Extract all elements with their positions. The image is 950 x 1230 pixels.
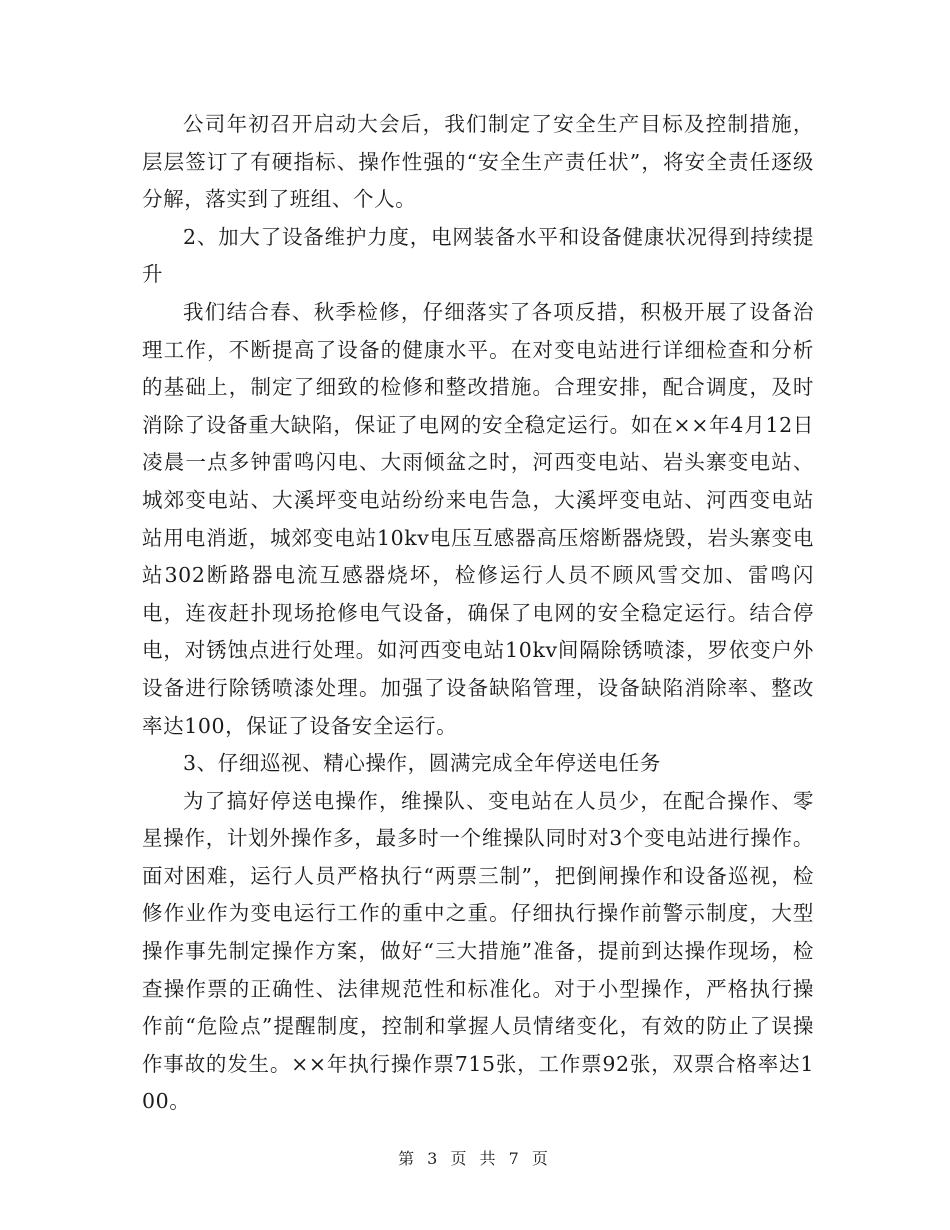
paragraph-switching-operations: 为了搞好停送电操作，维操队、变电站在人员少，在配合操作、零星操作，计划外操作多，最多时一个维操队同时对3个变电站进行操作。面对困难，运行人员严格执行“两票三制”，把倒闸操作和设备巡视，检修作业作为变电运行工作的重中之重。仔细执行操作前警示制度，大型操作事先制定操作方案，做好“三大措施”准备，提前到达操作现场，检查操作票的正确性、法律规范性和标准化。对于小型操作，严格执行操作前“危险点”提醒制度，控制和掌握人员情绪变化，有效的防止了误操作事故的发生。××年执行操作票715张，工作票92张，双票合格率达100。: [142, 788, 814, 1114]
paragraph-equipment-maintenance: 我们结合春、秋季检修，仔细落实了各项反措，积极开展了设备治理工作，不断提高了设备的健康水平。在对变电站进行详细检查和分析的基础上，制定了细致的检修和整改措施。合理安排，配合调度，及时消除了设备重大缺陷，保证了电网的安全稳定运行。如在××年4月12日凌晨一点多钟雷鸣闪电、大雨倾盆之时，河西变电站、岩头寨变电站、城郊变电站、大溪坪变电站纷纷来电告急，大溪坪变电站、河西变电站站用电消逝，城郊变电站10kv电压互感器高压熔断器烧毁，岩头寨变电站302断路器电流互感器烧坏，检修运行人员不顾风雪交加、雷鸣闪电，连夜赶扑现场抢修电气设备，确保了电网的安全稳定运行。结合停电，对锈蚀点进行处理。如河西变电站10kv间隔除锈喷漆，罗依变户外设备进行除锈喷漆处理。加强了设备缺陷管理，设备缺陷消除率、整改率达100，保证了设备安全运行。: [142, 299, 814, 738]
paragraph-safety-responsibility: 公司年初召开启动大会后，我们制定了安全生产目标及控制措施，层层签订了有硬指标、操作性强的“安全生产责任状”，将安全责任逐级分解，落实到了班组、个人。: [142, 112, 814, 212]
section-heading-switching-operations: 3、仔细巡视、精心操作，圆满完成全年停送电任务: [183, 751, 661, 776]
document-body: [142, 106, 814, 1121]
page-number-footer: 第 3 页 共 7 页: [398, 1149, 552, 1168]
section-heading-equipment-maintenance: 2、加大了设备维护力度，电网装备水平和设备健康状况得到持续提升: [142, 224, 814, 287]
